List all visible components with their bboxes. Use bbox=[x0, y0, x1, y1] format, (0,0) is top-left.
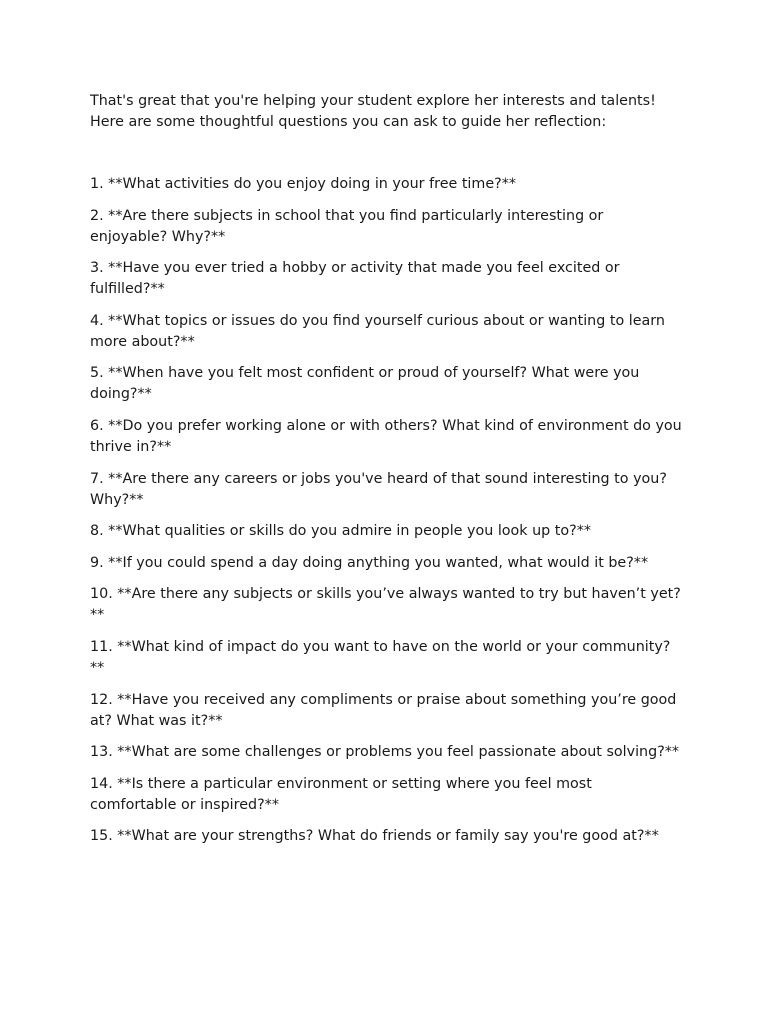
question-item: 7. **Are there any careers or jobs you've heard of that sound interesting to you? Why?** bbox=[90, 470, 667, 508]
question-item: 11. **What kind of impact do you want to have on the world or your community?** bbox=[90, 638, 671, 676]
question-item: 8. **What qualities or skills do you admire in people you look up to?** bbox=[90, 523, 592, 540]
question-item: 12. **Have you received any compliments or praise about something you’re good at? What was it?** bbox=[90, 691, 677, 729]
question-item: 15. **What are your strengths? What do friends or family say you're good at?** bbox=[90, 828, 659, 845]
question-item: 9. **If you could spend a day doing anything you wanted, what would it be?** bbox=[90, 554, 649, 571]
intro-paragraph: That's great that you're helping your student explore her interests and talents! Here are some thoughtful questions you can ask to guide her reflection: bbox=[90, 93, 656, 130]
question-item: 13. **What are some challenges or problems you feel passionate about solving?** bbox=[90, 744, 680, 761]
question-item: 2. **Are there subjects in school that you find particularly interesting or enjoyable? Why?** bbox=[90, 207, 604, 245]
question-item: 5. **When have you felt most confident or proud of yourself? What were you doing?** bbox=[90, 365, 640, 403]
document-page bbox=[90, 91, 682, 858]
question-item: 14. **Is there a particular environment or setting where you feel most comfortable or inspired?** bbox=[90, 775, 592, 813]
question-list bbox=[90, 174, 682, 847]
question-item: 4. **What topics or issues do you find yourself curious about or wanting to learn more about?** bbox=[90, 312, 665, 350]
question-item: 10. **Are there any subjects or skills you’ve always wanted to try but haven’t yet?** bbox=[90, 586, 681, 624]
question-item: 3. **Have you ever tried a hobby or activity that made you feel excited or fulfilled?** bbox=[90, 260, 620, 298]
question-item: 6. **Do you prefer working alone or with others? What kind of environment do you thrive in?** bbox=[90, 417, 682, 455]
question-item: 1. **What activities do you enjoy doing in your free time?** bbox=[90, 176, 517, 192]
